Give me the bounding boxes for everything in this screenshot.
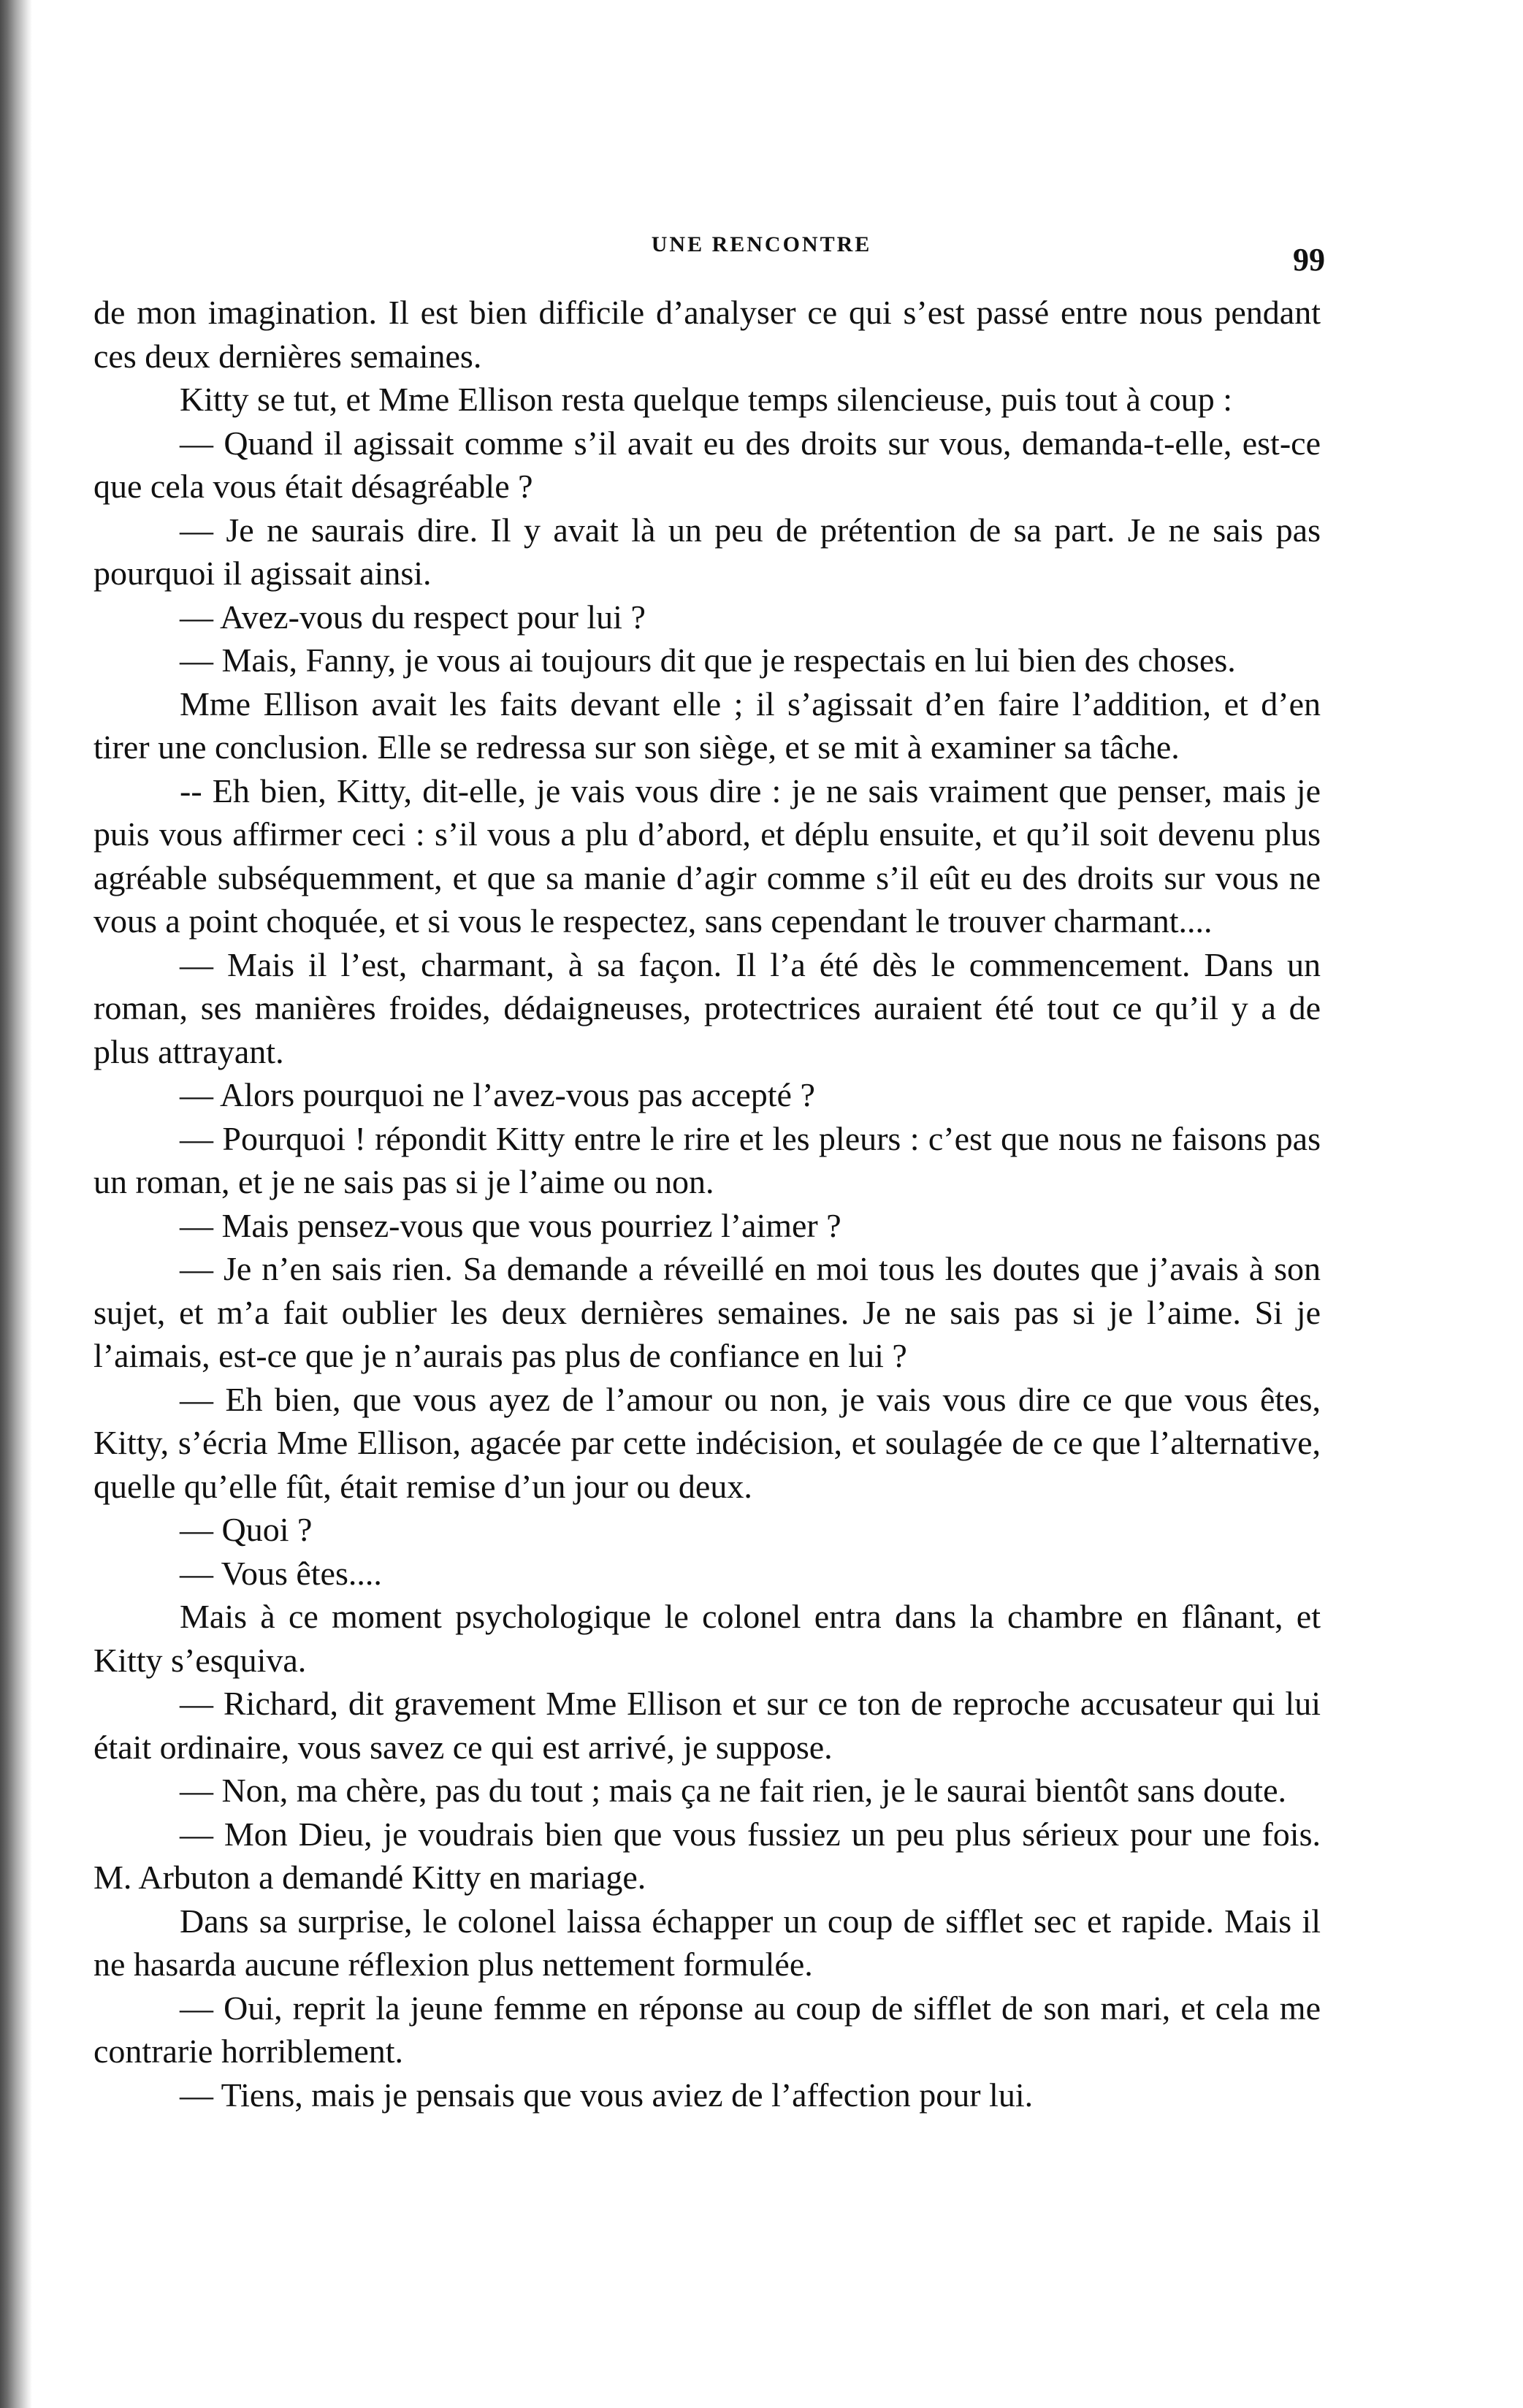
paragraph: — Mais pensez-vous que vous pourriez l’aimer ?: [180, 1206, 841, 1244]
paragraph: Dans sa surprise, le colonel laissa échapper un coup de sifflet sec et rapide. Mais il ne hasarda aucune réflexion plus nettement formulée.: [93, 1902, 1321, 1983]
page-text: [93, 291, 1321, 2116]
paragraph: Mme Ellison avait les faits devant elle ; il s’agissait d’en faire l’addition, et d’en tirer une conclusion. Elle se redressa sur son siège, et se mit à examiner sa tâche.: [93, 685, 1321, 766]
paragraph: Kitty se tut, et Mme Ellison resta quelque temps silencieuse, puis tout à coup :: [180, 381, 1233, 418]
paragraph: de mon imagination. Il est bien difficile d’analyser ce qui s’est passé entre nous pendant ces deux dernières semaines.: [93, 294, 1321, 375]
running-title: UNE RENCONTRE: [651, 232, 872, 256]
paragraph: — Vous êtes....: [180, 1554, 382, 1592]
paragraph: — Oui, reprit la jeune femme en réponse au coup de sifflet de son mari, et cela me contrarie horriblement.: [93, 1989, 1321, 2070]
paragraph: — Eh bien, que vous ayez de l’amour ou non, je vais vous dire ce que vous êtes, Kitty, s’écria Mme Ellison, agacée par cette indécision, et soulagée de ce que l’alternative, quelle qu’elle fût, était remise d’un jour ou deux.: [93, 1380, 1321, 1505]
paragraph: — Alors pourquoi ne l’avez-vous pas accepté ?: [180, 1076, 815, 1113]
scan-binding-edge: [0, 0, 32, 2408]
paragraph: — Pourquoi ! répondit Kitty entre le rire et les pleurs : c’est que nous ne faisons pas un roman, et je ne sais pas si je l’aime ou non.: [93, 1119, 1321, 1200]
paragraph: — Je n’en sais rien. Sa demande a réveillé en moi tous les doutes que j’avais à son sujet, et m’a fait oublier les deux dernières semaines. Je ne sais pas si je l’aime. Si je l’aimais, est-ce que je n’aurais pas plus de confiance en lui ?: [93, 1250, 1321, 1374]
paragraph: Mais à ce moment psychologique le colonel entra dans la chambre en flânant, et Kitty s’esquiva.: [93, 1598, 1321, 1679]
paragraph: — Mais, Fanny, je vous ai toujours dit que je respectais en lui bien des choses.: [180, 641, 1236, 679]
paragraph: — Richard, dit gravement Mme Ellison et sur ce ton de reproche accusateur qui lui était ordinaire, vous savez ce qui est arrivé, je suppose.: [93, 1685, 1321, 1766]
paragraph: — Quoi ?: [180, 1511, 313, 1548]
page-number: 99: [1293, 242, 1325, 278]
paragraph: — Tiens, mais je pensais que vous aviez de l’affection pour lui.: [180, 2076, 1034, 2114]
paragraph: -- Eh bien, Kitty, dit-elle, je vais vous dire : je ne sais vraiment que penser, mais je puis vous affirmer ceci : s’il vous a plu d’abord, et déplu ensuite, et qu’il soit devenu plus agréable subséquemment, et que sa manie d’agir comme s’il eût eu des droits sur vous ne vous a point choquée, et si vous le respectez, sans cependant le trouver charmant....: [93, 771, 1321, 940]
paragraph: — Non, ma chère, pas du tout ; mais ça ne fait rien, je le saurai bientôt sans doute.: [180, 1772, 1286, 1809]
paragraph: — Quand il agissait comme s’il avait eu des droits sur vous, demanda-t-elle, est-ce que cela vous était désagréable ?: [93, 424, 1321, 505]
paragraph: — Mais il l’est, charmant, à sa façon. Il l’a été dès le commencement. Dans un roman, ses manières froides, dédaigneuses, protectrices auraient été tout ce qu’il y a de plus attrayant.: [93, 945, 1321, 1070]
paragraph: — Je ne saurais dire. Il y avait là un peu de prétention de sa part. Je ne sais pas pourquoi il agissait ainsi.: [93, 511, 1321, 592]
paragraph: — Mon Dieu, je voudrais bien que vous fussiez un peu plus sérieux pour une fois. M. Arbuton a demandé Kitty en mariage.: [93, 1815, 1321, 1896]
paragraph: — Avez-vous du respect pour lui ?: [180, 598, 646, 636]
